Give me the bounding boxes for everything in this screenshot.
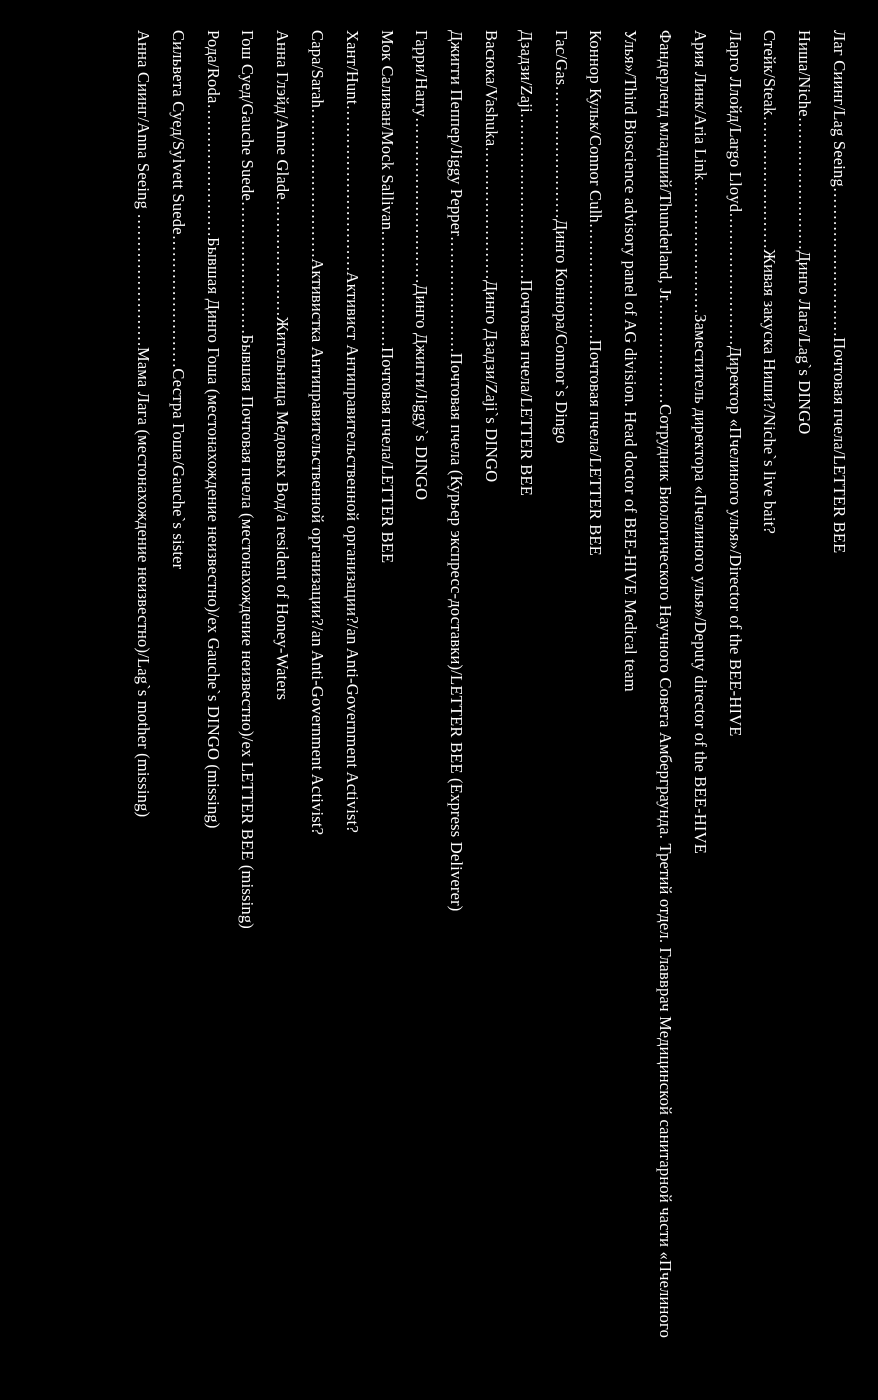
character-entry-hunt: Хант/Hunt…………………………Активист Антиправительственной организации?/an Anti-Government Activist? bbox=[342, 30, 362, 833]
character-entry-zaji: Дзадзи/Zaji…………………………Почтовая пчела/LETTER BEE bbox=[516, 30, 536, 496]
character-entry-gas: Гас/Gas……………………Динго Коннора/Connor`s Dingo bbox=[551, 30, 571, 444]
character-entry-connor-culh: Коннор Кульк/Connor Culh…………………Почтовая пчела/LETTER BEE bbox=[586, 30, 606, 556]
character-entry-vashuka: Васюка/Vashuka……………………Динго Дзадзи/Zaji`s DINGO bbox=[482, 30, 502, 483]
character-entry-gauche-suede: Гош Суед/Gauche Suede……………………Бывшая Почтовая пчела (местонахождение неизвестно)/ex LETTER BEE (missing) bbox=[238, 30, 258, 929]
character-entry-niche: Ниша/Niche……………………Динго Лага/Lag`s DINGO bbox=[795, 30, 815, 435]
character-entry-lag-seeing: Лаг Сиинг/Lag Seeing………………………Почтовая пчела/LETTER BEE bbox=[830, 30, 849, 554]
character-entry-jiggy-pepper: Джигги Пеппер/Jiggy Pepper…………………Почтовая пчела (Курьер экспресс-доставки)/LETTER BEE (Express Deliverer) bbox=[447, 30, 467, 912]
character-entry-sarah: Сара/Sarah………………………Активистка Антиправительственной организации?/an Anti-Government Activist? bbox=[308, 30, 328, 836]
character-entry-thunderland-jr: Фандерленд младший/Thunderland, Jr.………………Сотрудник Биологического Научного Совета Амберграунда. Третий отдел. Главврач Медицинской санитарной части «Пчелиного Улья»/Third Bioscience advisory panel of AG division. Head doctor of BEE-HIVE Medical team bbox=[621, 30, 676, 1339]
character-entry-roda: Рода/Roda……………………Бывшая Динго Гоша (местонахождение неизвестно)/ex Gauche`s DINGO (missing) bbox=[203, 30, 223, 829]
character-entry-largo-lloyd: Ларго Ллойд/Largo Lloyd……………………Директор «Пчелиного улья»/Director of the BEE-HIVE bbox=[725, 30, 745, 737]
character-entry-harry: Гарри/Harry…………………………Динго Джигги/Jiggy`s DINGO bbox=[412, 30, 432, 501]
character-entry-steak: Стейк/Steak……………………Живая закуска Ниши?/Niche`s live bait? bbox=[760, 30, 780, 535]
character-entry-sylvett-suede: Сильвета Суед/Sylvett Suede……………………Сестра Гоша/Gauche`s sister bbox=[168, 30, 188, 570]
character-list bbox=[125, 30, 856, 1375]
character-entry-anna-seeing: Анна Сиинг/Anna Seeing ……………………Мама Лага (местонахождение неизвестно)/Lag`s mother (missing) bbox=[134, 30, 154, 818]
character-entry-aria-link: Ария Линк/Aria Link……………………Заместитель директора «Пчелиного улья»/Deputy director of the BEE-HIVE bbox=[690, 30, 710, 854]
character-entry-anne-glade: Анна Глэйд/Anne Glade…………………Жительница Медовых Вод/a resident of Honey-Waters bbox=[273, 30, 293, 701]
character-entry-mock-sallivan: Мок Саливан/Mock Sallivan…………………Почтовая пчела/LETTER BEE bbox=[377, 30, 397, 564]
